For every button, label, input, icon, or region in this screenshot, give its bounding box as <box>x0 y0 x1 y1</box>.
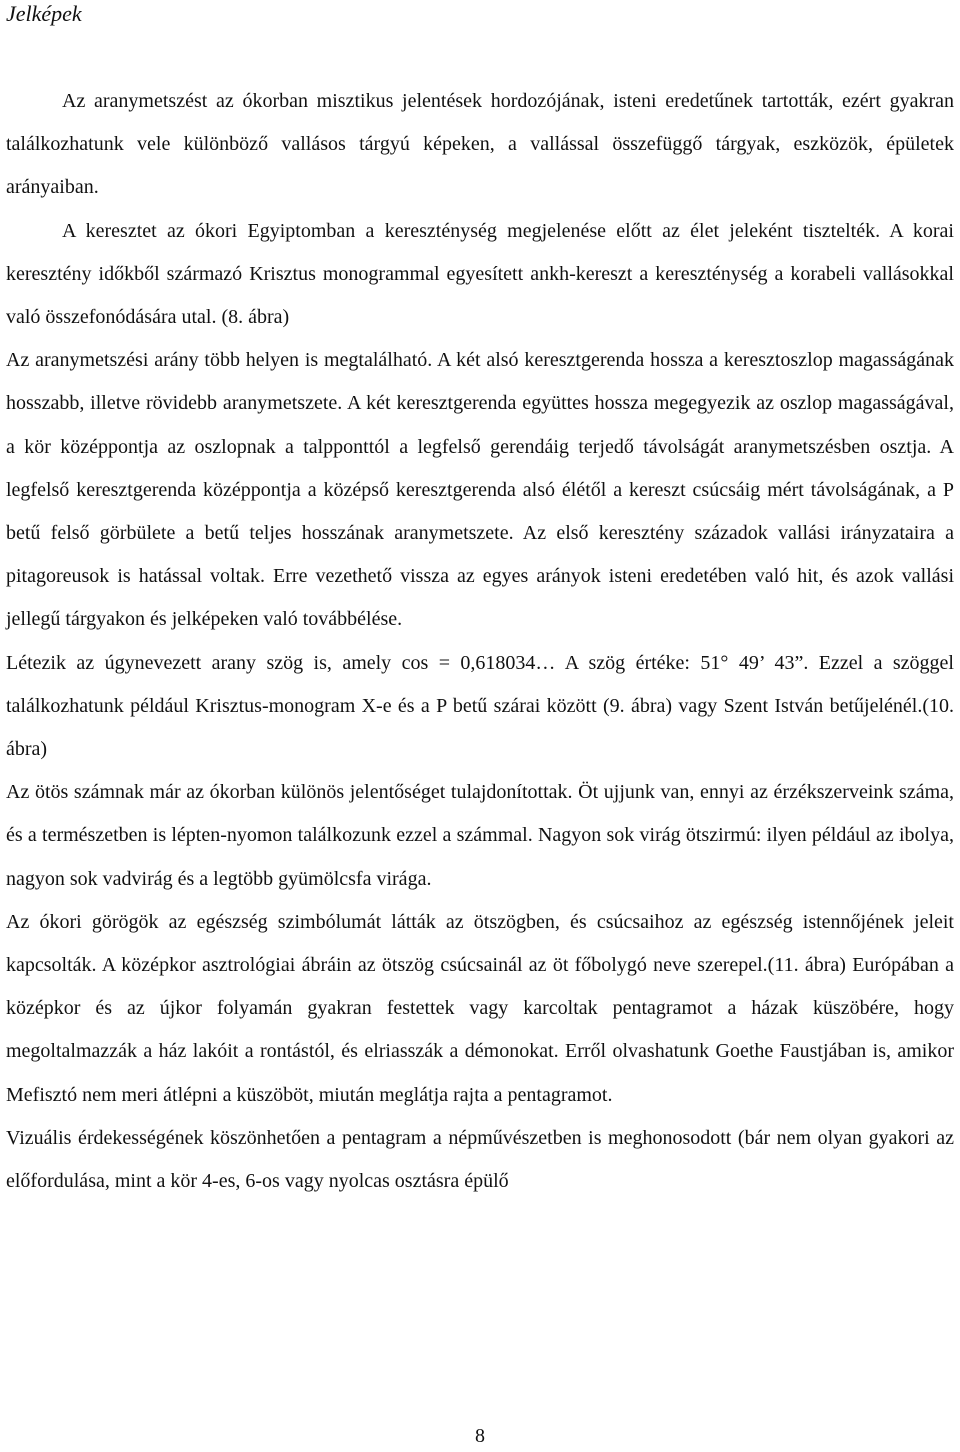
paragraph-egyptian-cross: A keresztet az ókori Egyiptomban a kereszténység megjelenése előtt az élet jeleként tisztelték. A korai keresztény időkből származó Krisztus monogrammal egyesített ankh-kereszt a kereszténység a korabeli vallásokkal való összefonódására utal. (8. ábra) <box>6 219 954 329</box>
paragraph-number-five: Az ötös számnak már az ókorban különös jelentőséget tulajdonítottak. Öt ujjunk van, ennyi az érzékszerveink száma, és a természetben is lépten-nyomon találkozunk ezzel a számmal. Nagyon sok virág ötszirmú: ilyen például az ibolya, nagyon sok vadvirág és a legtöbb gyümölcsfa virága. <box>6 781 954 890</box>
paragraph-pentagram-folk-art: Vizuális érdekességének köszönhetően a pentagram a népművészetben is meghonosodott (bár nem olyan gyakori az előfordulása, mint a kör 4-es, 6-os vagy nyolcas osztásra épülő <box>6 1126 954 1193</box>
paragraph-golden-angle: Létezik az úgynevezett arany szög is, amely cos = 0,618034… A szög értéke: 51° 49’ 43”. Ezzel a szöggel találkozhatunk például Krisztus-monogram X-e és a P betű szárai között (9. ábra) vagy Szent István betűjelénél.(10. ábra) <box>6 651 954 761</box>
section-heading: Jelképek <box>6 1 82 26</box>
body-text <box>6 80 954 1203</box>
paragraph-golden-ratio-mysticism: Az aranymetszést az ókorban misztikus jelentések hordozójának, isteni eredetűnek tartották, ezért gyakran találkozhatunk vele különböző vallásos tárgyú képeken, a vallással összefüggő tárgyak, eszközök, épületek arányaiban. <box>6 90 954 199</box>
paragraph-pentagon-symbolism: Az ókori görögök az egészség szimbólumát látták az ötszögben, és csúcsaihoz az egészség istennőjének jeleit kapcsolták. A középkor asztrológiai ábráin az ötszög csúcsainál az öt főbolygó neve szerepel.(11. ábra) Európában a középkor és az újkor folyamán gyakran festettek vagy karcoltak pentagramot a házak küszöbére, hogy megoltalmazzák a ház lakóit a rontástól, és elriasszák a démonokat. Erről olvashatunk Goethe Faustjában is, amikor Mefisztó nem meri átlépni a küszöböt, miután meglátja rajta a pentagramot. <box>6 910 954 1106</box>
page-number: 8 <box>475 1425 485 1447</box>
paragraph-cross-proportions: Az aranymetszési arány több helyen is megtalálható. A két alsó keresztgerenda hossza a keresztoszlop magasságának hosszabb, illetve rövidebb aranymetszete. A két keresztgerenda együttes hossza megegyezik az oszlop magasságával, a kör középpontja az oszlopnak a talpponttól a legfelső gerendáig terjedő távolságát aranymetszésben osztja. A legfelső keresztgerenda középpontja a középső keresztgerenda alsó élétől a kereszt csúcsáig mért távolságának, a P betű felső görbülete a betű teljes hosszának aranymetszete. Az első keresztény századok vallási irányzataira a pitagoreusok is hatással voltak. Erre vezethető vissza az egyes arányok isteni eredetében való hit, és azok vallási jellegű tárgyakon és jelképeken való továbbélése. <box>6 349 954 631</box>
